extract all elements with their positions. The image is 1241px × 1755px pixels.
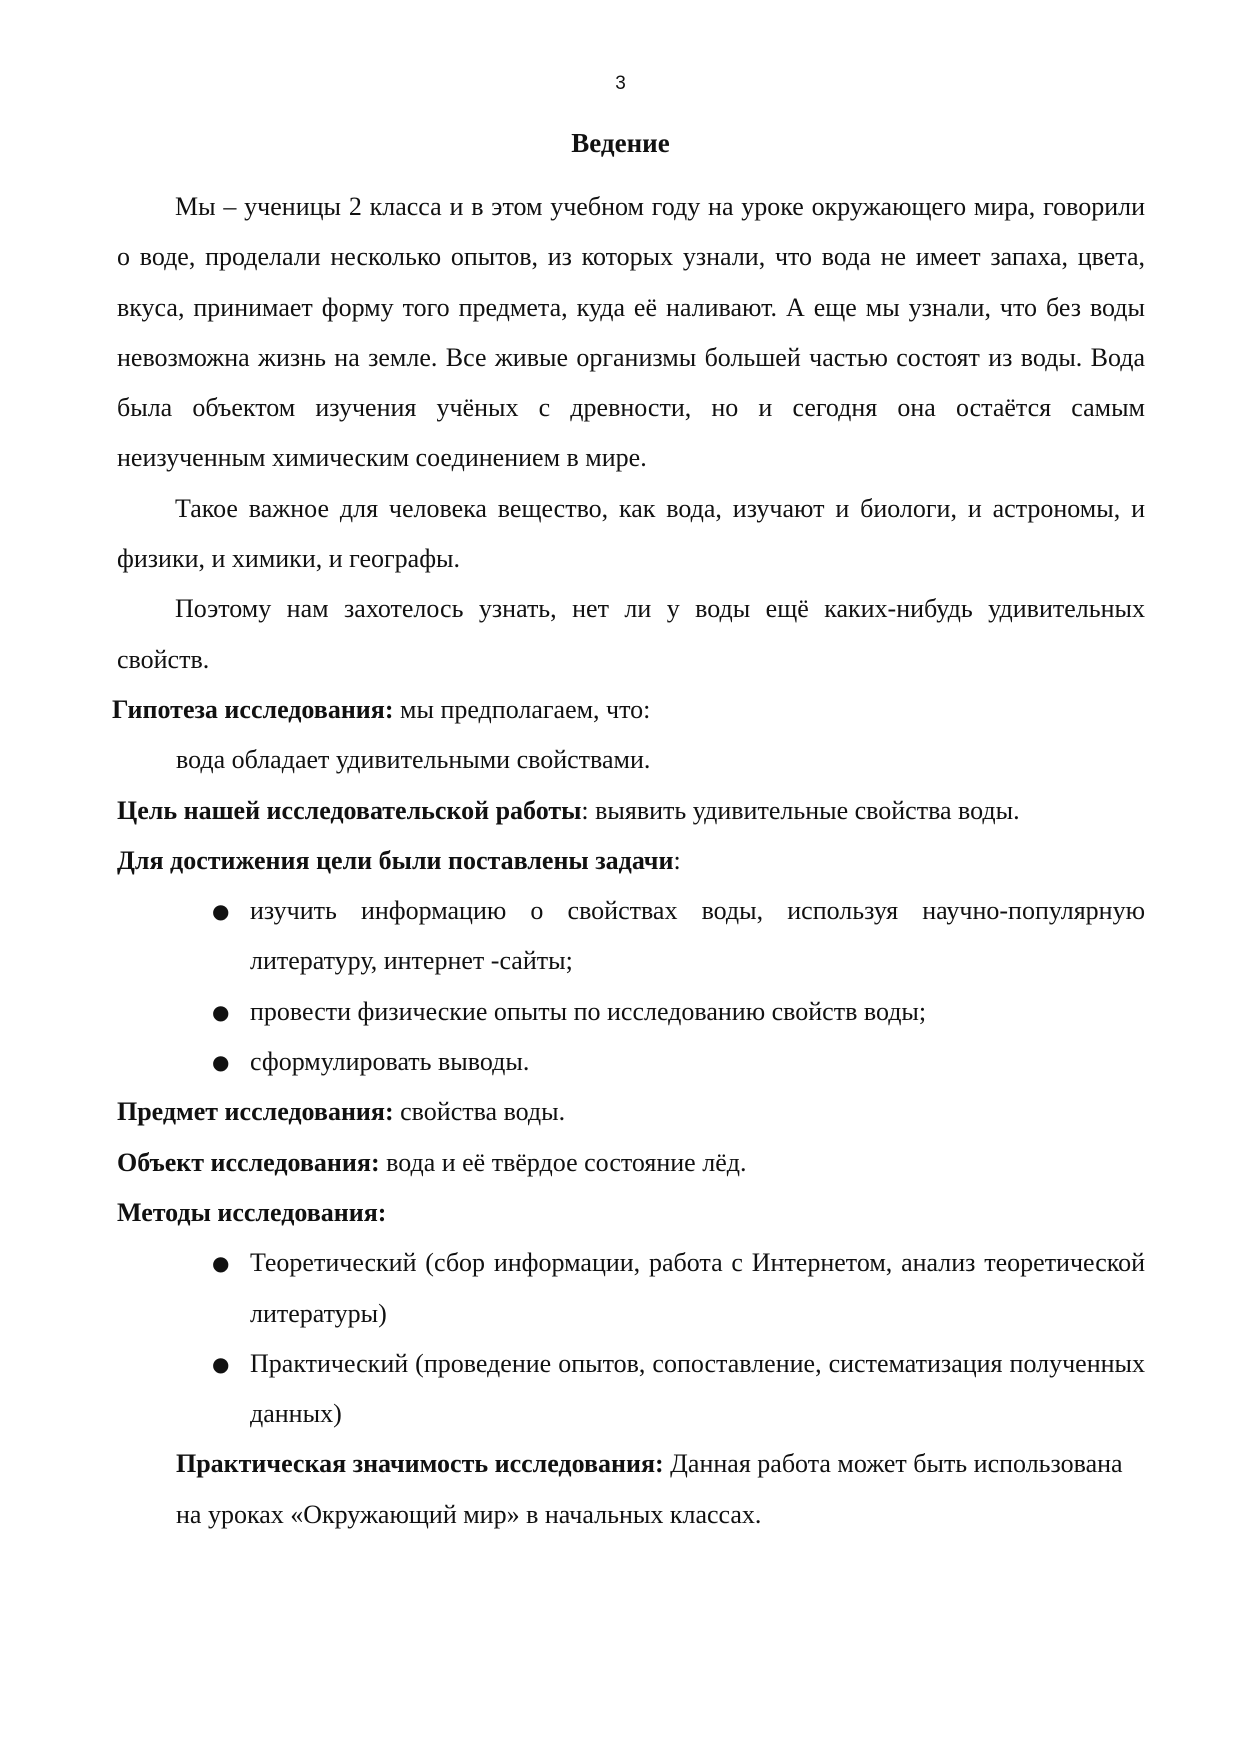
hypothesis-line [112, 685, 1145, 735]
significance-text: Данная работа может быть использована на уроках «Окружающий мир» в начальных классах. [176, 1449, 1123, 1529]
tasks-suffix: : [673, 845, 681, 875]
bullet-icon: ● [212, 899, 230, 924]
task-text: сформулировать выводы. [250, 1047, 530, 1077]
hypothesis-statement: вода обладает удивительными свойствами. [176, 745, 651, 775]
object-text: вода и её твёрдое состояние лёд. [379, 1147, 747, 1177]
bullet-icon: ● [212, 1050, 230, 1075]
task-text: провести физические опыты по исследованию свойств воды; [250, 996, 927, 1026]
task-item [212, 987, 1145, 1037]
method-text: Практический (проведение опытов, сопоставление, систематизация полученных данных) [250, 1348, 1145, 1429]
significance-label: Практическая значимость исследования: [176, 1449, 664, 1479]
hypothesis-label: Гипотеза исследования: [112, 694, 394, 724]
intro-paragraph-2: Такое важное для человека вещество, как вода, изучают и биологи, и астрономы, и физики, и химики, и географы. [117, 493, 1145, 574]
task-text: изучить информацию о свойствах воды, используя научно-популярную литературу, интернет -сайты; [250, 896, 1145, 976]
subject-text: свойства воды. [393, 1097, 566, 1127]
subject-line [117, 1087, 1145, 1137]
tasks-label: Для достижения цели были поставлены задачи [117, 845, 674, 875]
document-body [112, 182, 1145, 1540]
goal-line [117, 786, 1145, 836]
method-item [212, 1339, 1145, 1440]
page-number: 3 [615, 73, 626, 94]
task-item [212, 886, 1145, 987]
bullet-icon: ● [212, 1351, 230, 1376]
intro-paragraph-3: Поэтому нам захотелось узнать, нет ли у воды ещё каких-нибудь удивительных свойств. [117, 594, 1145, 674]
section-title: Ведение [571, 128, 670, 158]
tasks-list [117, 886, 1145, 1087]
goal-label: Цель нашей исследовательской работы [117, 795, 582, 825]
goal-text: : выявить удивительные свойства воды. [581, 795, 1020, 825]
task-item [212, 1037, 1145, 1087]
methods-list [117, 1238, 1145, 1439]
bullet-icon: ● [212, 999, 230, 1024]
intro-paragraph-1: Мы – ученицы 2 класса и в этом учебном году на уроке окружающего мира, говорили о воде, проделали несколько опытов, из которых узнали, что вода не имеет запаха, цвета, вкуса, принимает форму того предмета, куда её наливают. А еще мы узнали, что без воды невозможна жизнь на земле. Все живые организмы большей частью состоят из воды. Вода была объектом изучения учёных с древности, но и сегодня она остаётся самым неизученным химическим соединением в мире. [117, 192, 1145, 473]
methods-label: Методы исследования: [117, 1197, 387, 1227]
subject-label: Предмет исследования: [117, 1097, 394, 1127]
object-line [117, 1138, 1145, 1188]
object-label: Объект исследования: [117, 1147, 380, 1177]
method-item [212, 1238, 1145, 1339]
hypothesis-text: мы предполагаем, что: [393, 694, 651, 724]
tasks-heading [117, 836, 1145, 886]
bullet-icon: ● [212, 1251, 230, 1276]
methods-heading [117, 1188, 1145, 1238]
method-text: Теоретический (сбор информации, работа с Интернетом, анализ теоретической литературы) [250, 1248, 1145, 1328]
significance-paragraph [117, 1439, 1145, 1540]
